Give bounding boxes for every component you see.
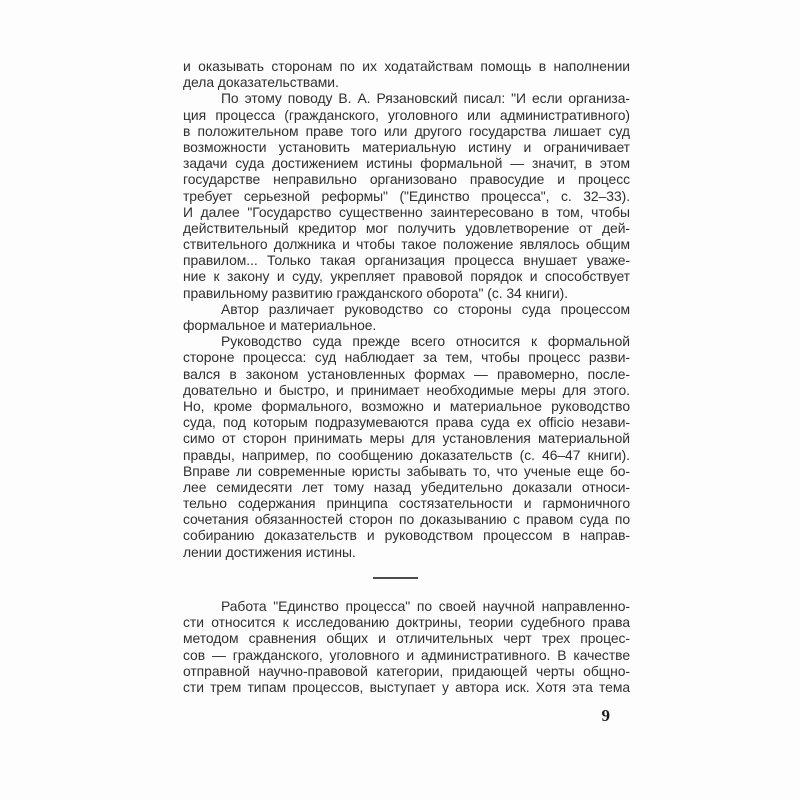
- text-line: сти относится к исследованию доктрины, теории судебного права: [183, 614, 630, 631]
- paragraph: [183, 301, 630, 333]
- text-line: Руководство суда прежде всего относится к формальной: [221, 333, 630, 350]
- text-line: дела доказательствами.: [183, 74, 339, 91]
- paragraph: [183, 58, 630, 90]
- text-line: довательно и быстро, и принимает необходимые меры для этого.: [183, 381, 630, 398]
- text-line: формальное и материальное.: [183, 317, 377, 333]
- text-line: правильному развитию гражданского оборота" (с. 34 книги).: [183, 284, 568, 301]
- text-line: в положительном праве того или другого государства лишает суд: [183, 122, 630, 139]
- text-line: задачи суда достижением истины формальной — значит, в этом: [183, 155, 630, 172]
- text-line: И далее "Государство существенно заинтересовано в том, чтобы: [183, 203, 630, 220]
- text-line: сочетания обязанностей сторон по доказыванию с правом суда по: [183, 511, 630, 528]
- text-line: симо от сторон принимать меры для установления материальной: [183, 430, 630, 447]
- paragraph: [183, 90, 630, 300]
- text-line: вался в законом установленных формах — правомерно, после-: [183, 365, 630, 382]
- text-line: и оказывать сторонам по их ходатайствам помощь в наполнении: [183, 58, 630, 74]
- text-line: действительный кредитор мог получить удовлетворение от дей-: [183, 219, 630, 236]
- text-line: тельно содержания принципа состязательности и гармоничного: [183, 495, 630, 512]
- text-line: ствительного должника и чтобы такое положение являлось общим: [183, 236, 630, 253]
- text-line: Автор различает руководство со стороны суда процессом: [221, 300, 630, 317]
- page-number: 9: [601, 706, 610, 725]
- text-line: государстве неправильно организовано правосудие и процесс: [183, 171, 630, 188]
- text-line: сов — гражданского, уголовного и административного. В качестве: [183, 646, 630, 663]
- text-line: Вправе ли современные юристы забывать то, что ученые еще бо-: [183, 462, 630, 479]
- text-line: ние к закону и суду, укрепляет правовой порядок и способствует: [183, 268, 630, 285]
- text-line: Работа "Единство процесса" по своей научной направленно-: [221, 598, 630, 614]
- paragraph: [183, 333, 630, 560]
- text-line: правды, например, по сообщению доказательств (с. 46–47 книги).: [183, 446, 630, 463]
- text-line: суда, под которым подразумеваются права суда ex officio незави-: [183, 414, 630, 431]
- text-line: собиранию доказательств и руководством процессом в направ-: [183, 527, 630, 544]
- text-line: По этому поводу В. А. Рязановский писал: "И если организа-: [221, 90, 630, 107]
- text-line: отправной научно-правовой категории, придающей черты общно-: [183, 662, 630, 679]
- text-column-after-divider: [183, 598, 630, 695]
- text-line: требует серьезной реформы" ("Единство процесса", с. 32–33).: [183, 187, 630, 204]
- paragraph: [183, 598, 630, 695]
- text-line: методом сравнения общих и отличительных черт трех процес-: [183, 630, 630, 647]
- text-line: ция процесса (гражданского, уголовного или административного): [183, 106, 630, 123]
- text-line: стороне процесса: суд наблюдает за тем, чтобы процесс разви-: [183, 349, 630, 366]
- text-line: Но, кроме формального, возможно и материальное руководство: [183, 397, 630, 414]
- section-divider-rule: [373, 577, 418, 579]
- text-line: возможности установить материальную истину и ограничивает: [183, 138, 630, 155]
- text-line: правилом... Только такая организация процесса внушает уваже-: [183, 252, 630, 269]
- text-line: лении достижения истины.: [183, 543, 356, 560]
- text-line: лее семидесяти лет тому назад убедительно доказали относи-: [183, 478, 630, 495]
- text-column-main: [183, 58, 630, 560]
- text-line: сти трем типам процессов, выступает у автора иск. Хотя эта тема: [183, 678, 630, 695]
